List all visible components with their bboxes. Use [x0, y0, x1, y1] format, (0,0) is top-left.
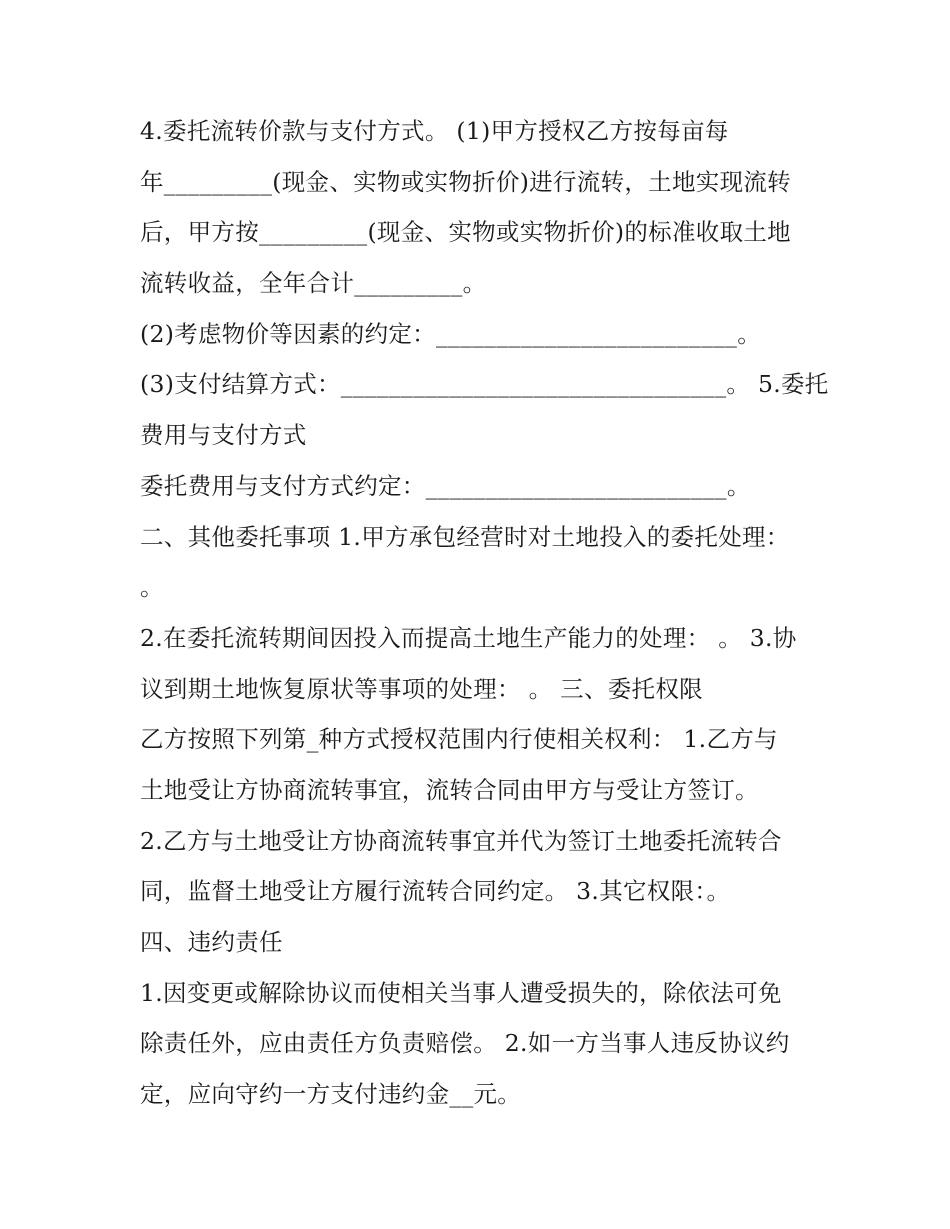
text-line: 后，甲方按_________(现金、实物或实物折价)的标准收取土地 [140, 218, 791, 247]
text-line: 乙方按照下列第_种方式授权范围内行使相关权利： 1.乙方与 [140, 725, 778, 754]
text-line: 同，监督土地受让方履行流转合同约定。 3.其它权限：。 [140, 877, 731, 906]
text-line: 4.委托流转价款与支付方式。 (1)甲方授权乙方按每亩每 [140, 117, 729, 145]
text-line: 委托费用与支付方式约定：_________________________。 [140, 471, 751, 500]
text-line: (2)考虑物价等因素的约定：_________________________。 [140, 319, 762, 348]
text-line: 。 [140, 573, 164, 602]
text-line: 除责任外，应由责任方负责赔偿。 2.如一方当事人违反协议约 [140, 1029, 790, 1058]
section-heading-line: 二、其他委托事项 1.甲方承包经营时对土地投入的委托处理： [140, 522, 790, 551]
text-line: 2.在委托流转期间因投入而提高土地生产能力的处理： 。 3.协 [140, 623, 797, 652]
text-line: 1.因变更或解除协议而使相关当事人遭受损失的，除依法可免 [140, 978, 782, 1007]
text-line: 议到期土地恢复原状等事项的处理： 。 三、委托权限 [140, 674, 703, 703]
text-line: 费用与支付方式 [140, 421, 307, 450]
text-line: 定，应向守约一方支付违约金__元。 [140, 1080, 522, 1109]
text-line: 流转收益，全年合计_________。 [140, 269, 487, 298]
section-heading: 四、违约责任 [140, 928, 283, 956]
text-line: 土地受让方协商流转事宜，流转合同由甲方与受让方签订。 [140, 775, 759, 804]
text-line: 年_________(现金、实物或实物折价)进行流转，土地实现流转 [140, 167, 791, 196]
text-line: (3)支付结算方式：________________________________。 5.委托 [140, 370, 829, 399]
document-page [140, 112, 829, 1126]
text-line: 2.乙方与土地受让方协商流转事宜并代为签订土地委托流转合 [140, 826, 782, 855]
